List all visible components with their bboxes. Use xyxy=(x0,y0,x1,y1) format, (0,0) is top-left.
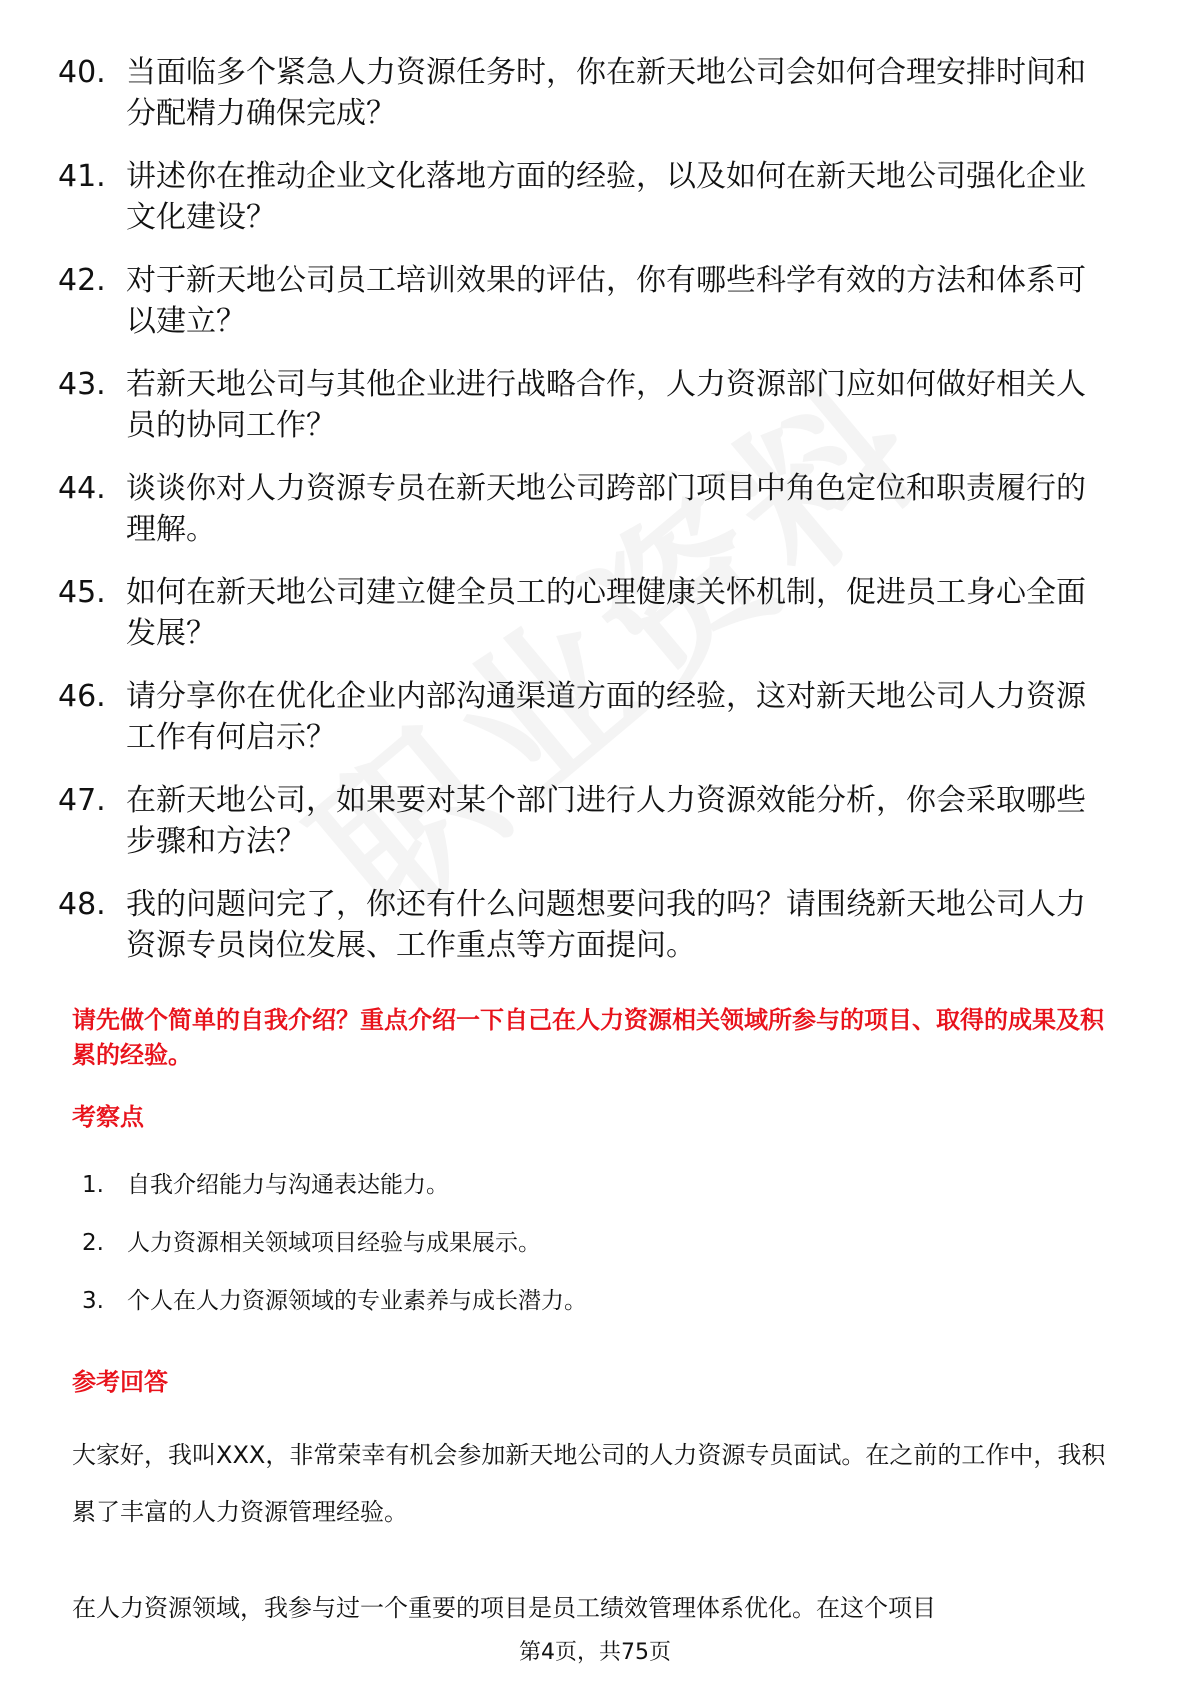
list-item xyxy=(82,1170,1082,1200)
list-item xyxy=(82,1286,1082,1316)
checkpoint-text: 个人在人力资源领域的专业素养与成长潜力。 xyxy=(127,1288,587,1314)
question-number: 47. xyxy=(58,783,106,818)
question-number: 44. xyxy=(58,471,106,506)
checkpoint-number: 1. xyxy=(82,1172,104,1198)
reference-paragraph: 大家好，我叫XXX，非常荣幸有机会参加新天地公司的人力资源专员面试。在之前的工作中，我积累了丰富的人力资源管理经验。 xyxy=(72,1441,1106,1526)
question-number: 46. xyxy=(58,679,106,714)
page-footer: 第4页，共75页 xyxy=(519,1640,671,1665)
list-item xyxy=(58,676,1118,758)
question-number: 41. xyxy=(58,159,106,194)
question-number: 43. xyxy=(58,367,106,402)
list-item xyxy=(82,1228,1082,1258)
list-item xyxy=(58,156,1118,238)
question-text: 如何在新天地公司建立健全员工的心理健康关怀机制，促进员工身心全面发展？ xyxy=(126,575,1086,651)
question-number: 45. xyxy=(58,575,106,610)
question-text: 我的问题问完了，你还有什么问题想要问我的吗？请围绕新天地公司人力资源专员岗位发展、工作重点等方面提问。 xyxy=(126,887,1086,963)
question-text: 若新天地公司与其他企业进行战略合作，人力资源部门应如何做好相关人员的协同工作？ xyxy=(126,367,1086,443)
checkpoint-number: 3. xyxy=(82,1288,104,1314)
checkpoint-number: 2. xyxy=(82,1230,104,1256)
question-list xyxy=(58,52,1118,988)
list-item xyxy=(58,260,1118,342)
highlight-question: 请先做个简单的自我介绍？重点介绍一下自己在人力资源相关领域所参与的项目、取得的成果及积累的经验。 xyxy=(72,1006,1104,1069)
question-text: 谈谈你对人力资源专员在新天地公司跨部门项目中角色定位和职责履行的理解。 xyxy=(126,471,1086,547)
list-item xyxy=(58,572,1118,654)
checkpoint-text: 人力资源相关领域项目经验与成果展示。 xyxy=(127,1230,541,1256)
list-item xyxy=(58,468,1118,550)
question-number: 40. xyxy=(58,55,106,90)
question-number: 42. xyxy=(58,263,106,298)
list-item xyxy=(58,884,1118,966)
question-text: 请分享你在优化企业内部沟通渠道方面的经验，这对新天地公司人力资源工作有何启示？ xyxy=(126,679,1086,755)
checkpoints-list xyxy=(82,1170,1082,1344)
checkpoints-heading: 考察点 xyxy=(72,1103,144,1131)
question-text: 对于新天地公司员工培训效果的评估，你有哪些科学有效的方法和体系可以建立？ xyxy=(126,263,1086,339)
list-item xyxy=(58,364,1118,446)
checkpoint-text: 自我介绍能力与沟通表达能力。 xyxy=(127,1172,449,1198)
question-text: 当面临多个紧急人力资源任务时，你在新天地公司会如何合理安排时间和分配精力确保完成？ xyxy=(126,55,1086,131)
reference-paragraph: 在人力资源领域，我参与过一个重要的项目是员工绩效管理体系优化。在这个项目 xyxy=(72,1594,936,1622)
question-number: 48. xyxy=(58,887,106,922)
list-item xyxy=(58,52,1118,134)
question-text: 讲述你在推动企业文化落地方面的经验，以及如何在新天地公司强化企业文化建设？ xyxy=(126,159,1086,235)
list-item xyxy=(58,780,1118,862)
reference-heading: 参考回答 xyxy=(72,1368,168,1396)
question-text: 在新天地公司，如果要对某个部门进行人力资源效能分析，你会采取哪些步骤和方法？ xyxy=(126,783,1086,859)
